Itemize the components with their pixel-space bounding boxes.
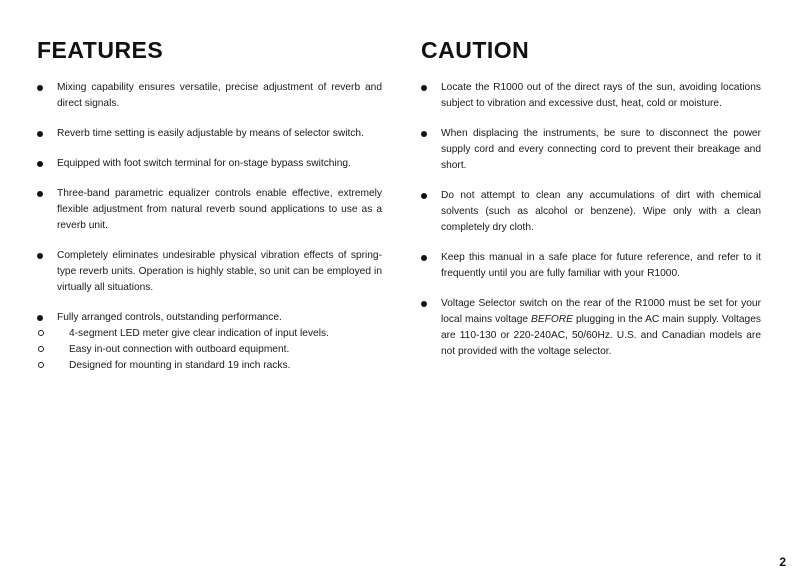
bullet-icon	[421, 131, 427, 137]
caution-item-text: Locate the R1000 out of the direct rays of the sun, avoiding locations subject to vibration and excessive dust, heat, cold or moisture.	[441, 82, 761, 109]
features-subitem-text: 4-segment LED meter give clear indication of input levels.	[69, 328, 329, 339]
features-sublist	[57, 326, 382, 374]
features-subitem-text: Designed for mounting in standard 19 inch racks.	[69, 360, 291, 371]
circle-bullet-icon	[38, 346, 44, 352]
circle-bullet-icon	[38, 330, 44, 336]
bullet-icon	[421, 85, 427, 91]
features-item-text: Completely eliminates undesirable physical vibration effects of spring-type reverb units. Operation is highly stable, so unit can be employed in virtually all situations.	[57, 250, 382, 293]
caution-item-text: Keep this manual in a safe place for future reference, and refer to it frequently until you are fully familiar with your R1000.	[441, 252, 761, 279]
features-item	[37, 310, 382, 374]
features-item-text: Mixing capability ensures versatile, precise adjustment of reverb and direct signals.	[57, 82, 382, 109]
caution-item	[421, 80, 761, 112]
voltage-text-emphasis: BEFORE	[531, 314, 573, 325]
features-subitem	[37, 358, 382, 374]
caution-item-text: When displacing the instruments, be sure to disconnect the power supply cord and every connecting cord to prevent their breakage and short.	[441, 128, 761, 171]
caution-item	[421, 126, 761, 174]
features-subitem	[37, 342, 382, 358]
features-item-text: Equipped with foot switch terminal for on-stage bypass switching.	[57, 158, 351, 169]
bullet-icon	[421, 255, 427, 261]
caution-item-text: Do not attempt to clean any accumulations of dirt with chemical solvents (such as alcohol or benzene). Wipe only with a clean completely dry cloth.	[441, 190, 761, 233]
bullet-icon	[37, 161, 43, 167]
bullet-icon	[37, 191, 43, 197]
features-subitem	[37, 326, 382, 342]
voltage-text-after: plugging in the AC main supply. Voltages are 110-130 or 220-240AC, 50/60Hz. U.S. and Canadian models are not provided with the voltage selector.	[441, 314, 761, 357]
features-subitem-text: Easy in-out connection with outboard equipment.	[69, 344, 290, 355]
page-number: 2	[779, 555, 786, 569]
features-section	[37, 37, 382, 374]
caution-section	[421, 37, 761, 360]
caution-list	[421, 80, 761, 360]
caution-item	[421, 250, 761, 282]
caution-item	[421, 296, 761, 360]
bullet-icon	[37, 253, 43, 259]
features-item	[37, 186, 382, 234]
features-item-text: Fully arranged controls, outstanding performance.	[57, 312, 282, 323]
features-item-text: Reverb time setting is easily adjustable by means of selector switch.	[57, 128, 364, 139]
features-item	[37, 80, 382, 112]
features-heading: FEATURES	[37, 37, 164, 63]
features-item-text: Three-band parametric equalizer controls enable effective, extremely flexible adjustment from natural reverb sound applications to use as a reverb unit.	[57, 188, 382, 231]
caution-heading: CAUTION	[421, 37, 530, 63]
bullet-icon	[421, 301, 427, 307]
features-item	[37, 126, 382, 142]
bullet-icon	[37, 131, 43, 137]
bullet-icon	[37, 315, 43, 321]
features-item	[37, 248, 382, 296]
caution-item	[421, 188, 761, 236]
features-list	[37, 80, 382, 374]
bullet-icon	[421, 193, 427, 199]
voltage-text-before: Voltage Selector switch on the rear of the R1000 must be set for your local mains voltage	[441, 298, 761, 325]
features-item	[37, 156, 382, 172]
voltage-selector-text	[441, 298, 761, 357]
circle-bullet-icon	[38, 362, 44, 368]
bullet-icon	[37, 85, 43, 91]
